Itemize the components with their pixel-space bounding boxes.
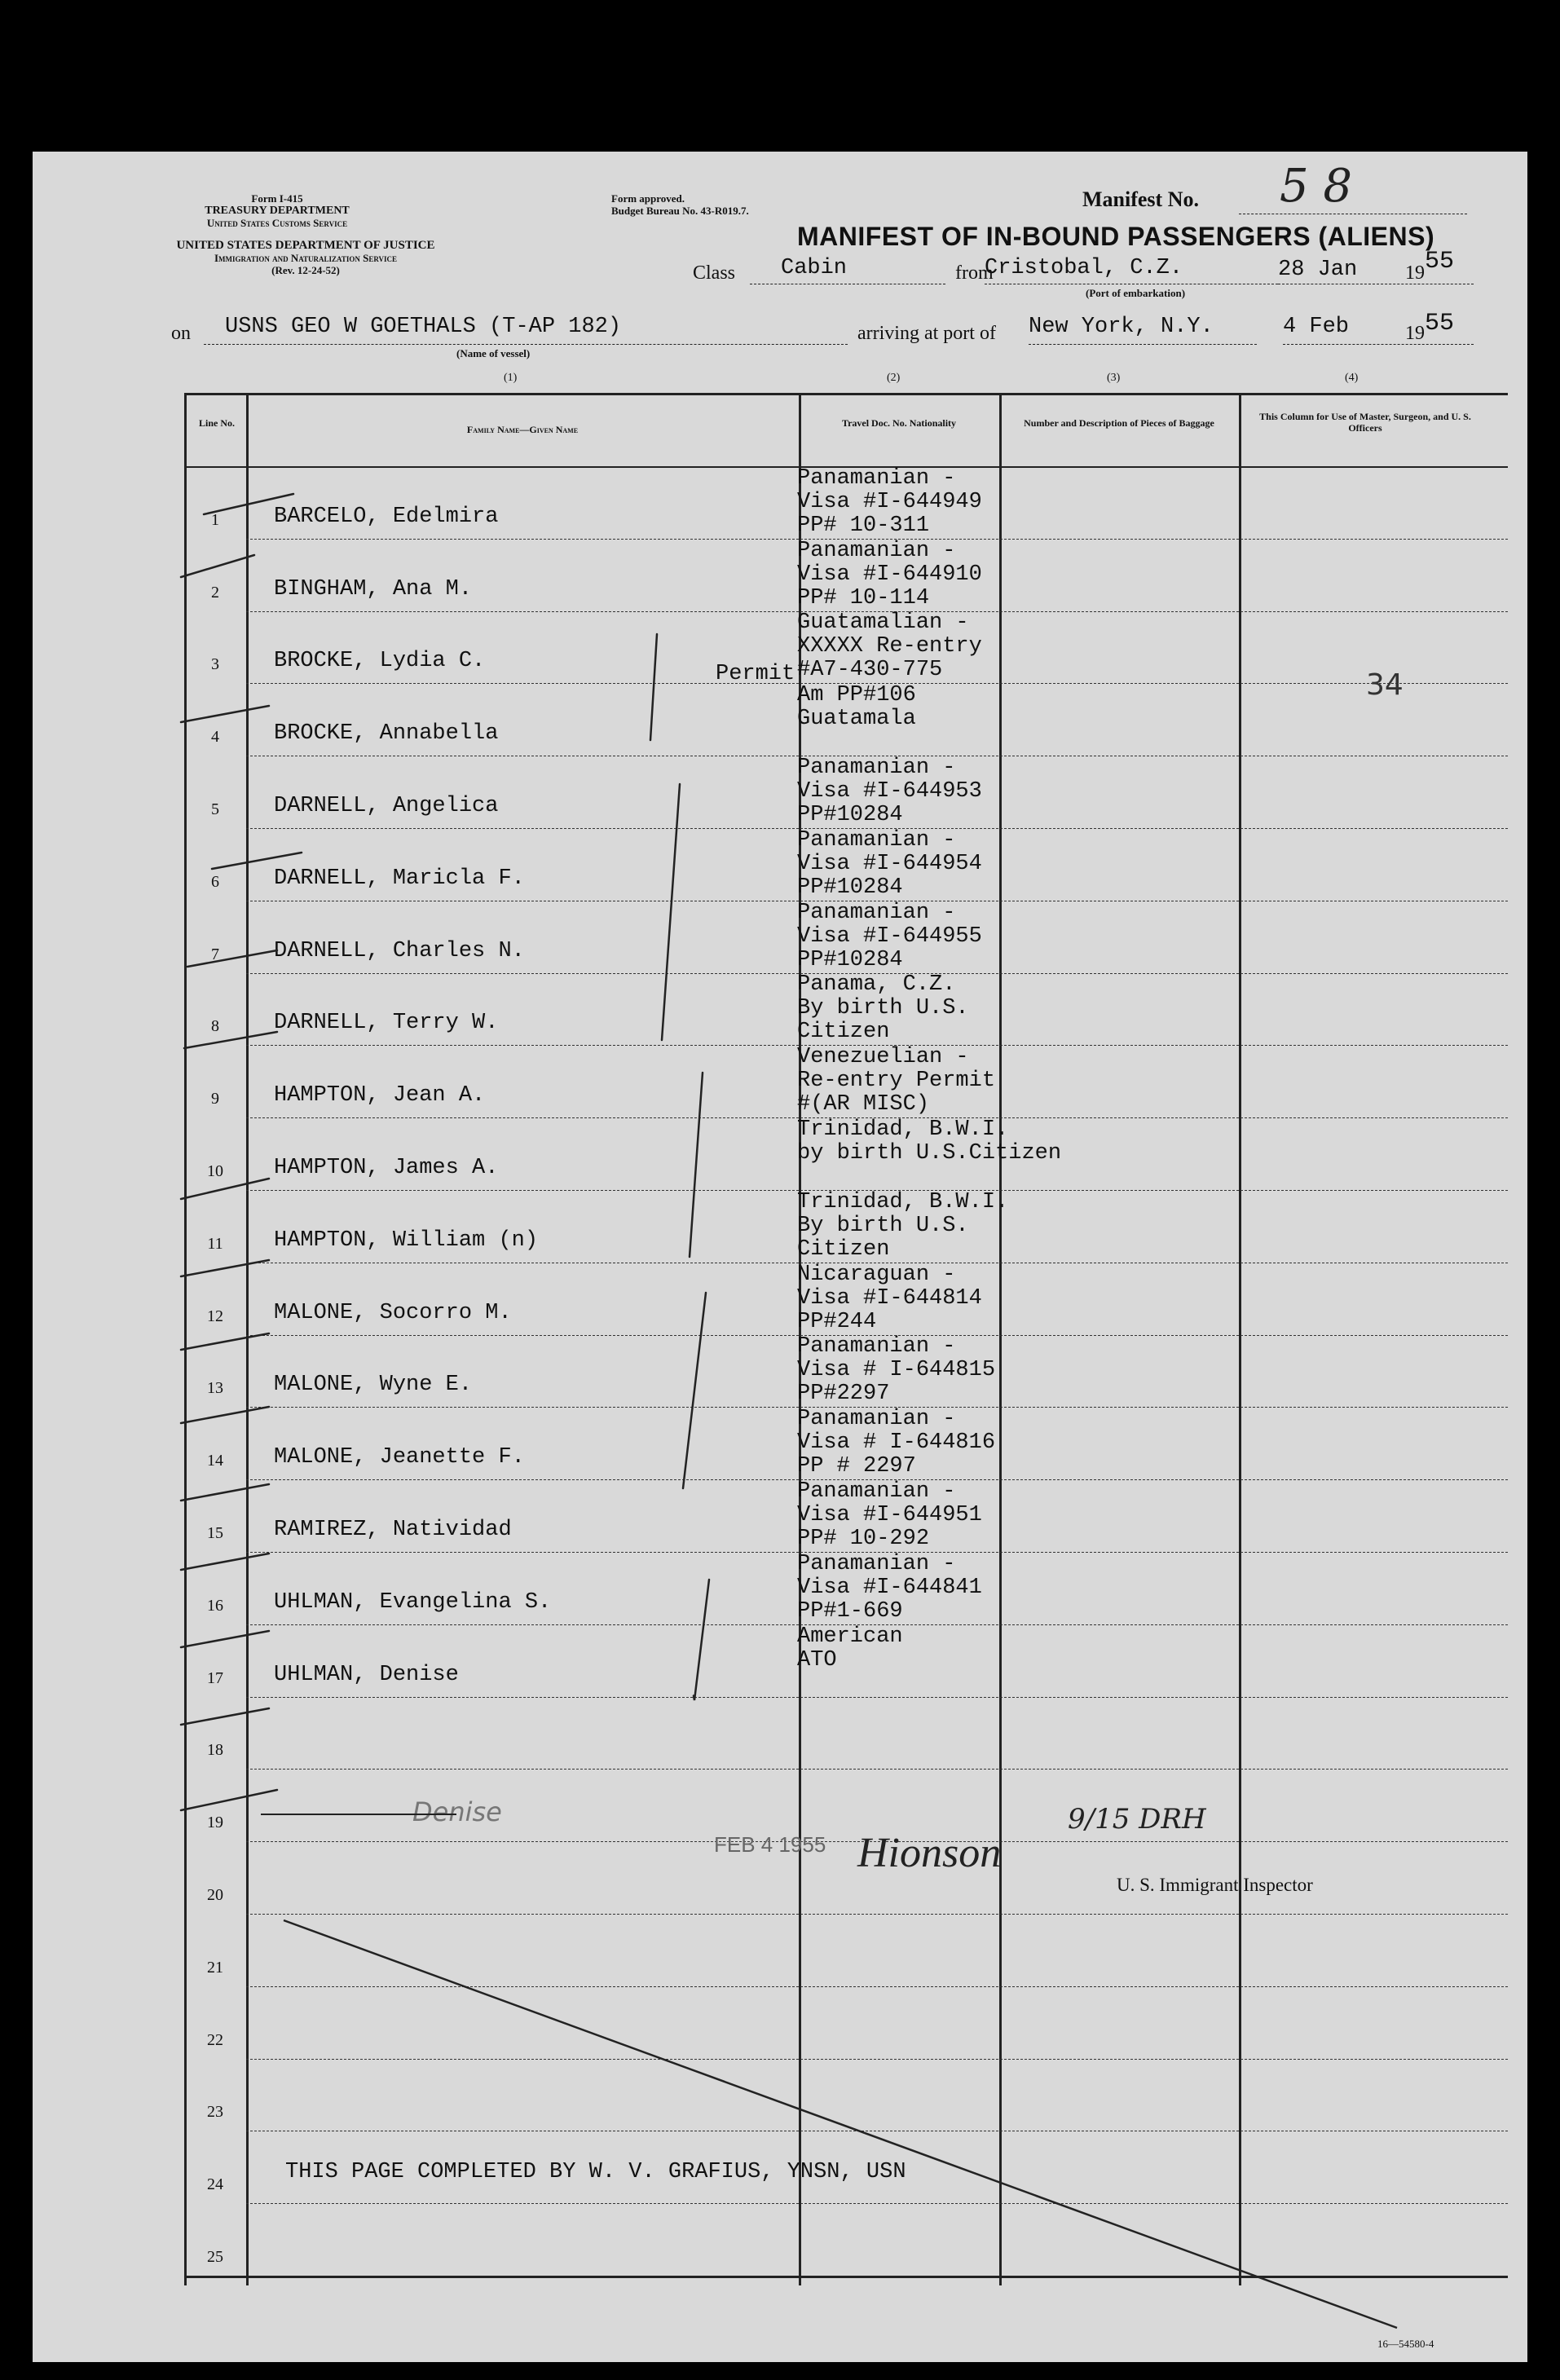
line-number: 2	[211, 583, 219, 602]
travel-doc-line: Visa #I-644955	[797, 923, 982, 949]
passenger-name: DARNELL, Angelica	[274, 794, 499, 818]
line-number: 19	[207, 1814, 223, 1832]
check-mark	[181, 1554, 269, 1570]
line-number: 18	[207, 1741, 223, 1760]
line-number: 22	[207, 2030, 223, 2049]
passenger-name: MALONE, Wyne E.	[274, 1373, 473, 1398]
passenger-name: MALONE, Jeanette F.	[274, 1445, 525, 1470]
travel-doc-line: American	[797, 1624, 903, 1649]
check-mark	[181, 1333, 269, 1350]
travel-doc-line: Visa #I-644814	[797, 1285, 982, 1311]
travel-doc-line: Re-entry Permit	[797, 1069, 996, 1094]
bracket-mark	[662, 784, 680, 1040]
col-header-baggage: Number and Description of Pieces of Baggage	[1024, 417, 1214, 429]
travel-doc-line: Trinidad, B.W.I.	[797, 1117, 1009, 1142]
travel-doc-line: Panama, C.Z.	[797, 972, 956, 998]
ins-service: Immigration and Naturalization Service	[214, 252, 398, 264]
inspector-signature: Hionson	[857, 1830, 1002, 1876]
footer-code: 16—54580-4	[1377, 2338, 1434, 2350]
permit-prefix: Permit	[716, 662, 795, 686]
line-number: 25	[207, 2248, 223, 2266]
travel-doc-line: PP# 10-311	[797, 513, 930, 538]
check-mark	[181, 1484, 269, 1501]
line-number: 7	[211, 945, 219, 963]
depart-date: 28 Jan	[1278, 258, 1358, 282]
travel-doc-line: ATO	[797, 1647, 837, 1673]
from-value: Cristobal, C.Z.	[985, 256, 1183, 280]
page-title: MANIFEST OF IN-BOUND PASSENGERS (ALIENS)	[797, 222, 1435, 251]
travel-doc-line: PP # 2297	[797, 1454, 916, 1479]
line-number: 17	[207, 1668, 223, 1687]
check-marks	[181, 494, 709, 1810]
line-number: 12	[207, 1307, 223, 1325]
arrival-port: New York, N.Y.	[1029, 315, 1214, 339]
inspector-title: U. S. Immigrant Inspector	[1117, 1875, 1313, 1895]
check-mark	[204, 494, 293, 514]
travel-doc-line: Panamanian -	[797, 827, 956, 853]
travel-doc-line: #A7-430-775	[797, 658, 943, 683]
travel-doc-line: Visa #I-644951	[797, 1503, 982, 1527]
cancel-line	[284, 1920, 1397, 2328]
travel-doc-line: PP# 10-292	[797, 1527, 930, 1551]
depart-year-prefix: 19	[1405, 262, 1425, 284]
travel-doc-line: Panamanian -	[797, 756, 956, 780]
line-number: 1	[211, 510, 219, 529]
travel-doc-line: PP# 10-114	[797, 585, 930, 610]
travel-doc-line: Trinidad, B.W.I.	[797, 1189, 1009, 1214]
travel-doc-line: #(AR MISC)	[797, 1092, 930, 1117]
passenger-name: UHLMAN, Evangelina S.	[274, 1589, 552, 1615]
col-number-3: (3)	[1107, 372, 1121, 384]
arrival-date: 4 Feb	[1283, 315, 1350, 339]
passenger-name: RAMIREZ, Natividad	[274, 1518, 512, 1542]
check-mark	[181, 1708, 269, 1725]
passenger-name: HAMPTON, James A.	[274, 1156, 499, 1180]
travel-doc-line: By birth U.S.	[797, 996, 969, 1021]
travel-doc-line: PP#10284	[797, 947, 903, 972]
line-number: 24	[207, 2175, 223, 2194]
travel-doc-line: Panamanian -	[797, 1407, 956, 1432]
bracket-mark	[694, 1580, 709, 1700]
completed-by: THIS PAGE COMPLETED BY W. V. GRAFIUS, YNSN, USN	[285, 2160, 906, 2184]
passenger-name: HAMPTON, William (n)	[274, 1227, 539, 1253]
manifest-sheet	[33, 152, 1527, 2362]
line-number: 4	[211, 728, 219, 747]
travel-doc-line: Visa #I-644953	[797, 779, 982, 804]
travel-doc-line: Panamanian -	[797, 538, 956, 563]
travel-doc-line: Visa #I-644841	[797, 1575, 982, 1600]
bracket-mark	[650, 634, 657, 740]
manifest-no-label: Manifest No.	[1082, 187, 1199, 211]
class-label: Class	[693, 262, 736, 284]
line-number: 13	[207, 1379, 223, 1398]
line-number: 15	[207, 1524, 223, 1542]
passenger-name: UHLMAN, Denise	[274, 1662, 459, 1687]
travel-doc-line: Guatamalian -	[797, 610, 969, 636]
travel-doc-line: Panamanian -	[797, 465, 956, 491]
passenger-name: BINGHAM, Ana M.	[274, 576, 473, 602]
class-value: Cabin	[781, 256, 848, 280]
manifest-no-value: 5 8	[1280, 160, 1353, 213]
line-number: 9	[211, 1090, 219, 1108]
line-number: 11	[207, 1234, 223, 1253]
depart-year: 55	[1425, 248, 1455, 275]
travel-doc-line: Am PP#106	[797, 683, 916, 708]
denise-handwritten: Denise	[412, 1796, 502, 1827]
travel-doc-line: Visa #I-644954	[797, 851, 982, 876]
passenger-name: MALONE, Socorro M.	[274, 1300, 512, 1325]
line-number: 5	[211, 800, 219, 818]
bracket-mark	[690, 1073, 703, 1257]
line-number: 23	[207, 2103, 223, 2122]
travel-doc-line: Visa # I-644816	[797, 1430, 996, 1456]
passenger-name: BARCELO, Edelmira	[274, 504, 499, 529]
travel-doc-line: PP#10284	[797, 803, 903, 827]
passenger-name: DARNELL, Terry W.	[274, 1011, 499, 1036]
travel-doc-line: Citizen	[797, 1236, 890, 1262]
travel-doc-line: by birth U.S.Citizen	[797, 1141, 1062, 1166]
passenger-name: BROCKE, Lydia C.	[274, 649, 486, 674]
inspector-initials: 9/15 DRH	[1068, 1803, 1206, 1836]
line-number: 14	[207, 1452, 223, 1470]
passenger-name: BROCKE, Annabella	[274, 721, 499, 747]
check-mark	[181, 1790, 277, 1810]
check-mark	[181, 555, 254, 577]
arrival-year-prefix: 19	[1405, 323, 1425, 344]
travel-doc-line: Visa # I-644815	[797, 1358, 996, 1383]
arriving-label: arriving at port of	[857, 323, 996, 344]
check-mark	[181, 1179, 269, 1199]
form-approved: Form approved.	[611, 192, 685, 205]
travel-doc-line: Panamanian -	[797, 900, 956, 925]
line-number: 8	[211, 1017, 219, 1036]
check-mark	[181, 706, 269, 722]
arrival-year: 55	[1425, 310, 1455, 337]
check-mark	[184, 1032, 277, 1048]
col-header-officers: This Column for Use of Master, Surgeon, and U. S. Officers	[1259, 411, 1471, 434]
port-embarkation-caption: (Port of embarkation)	[1086, 287, 1186, 299]
treasury-dept: TREASURY DEPARTMENT	[205, 205, 350, 217]
col-number-1: (1)	[504, 372, 518, 384]
on-label: on	[171, 323, 191, 344]
customs-service: United States Customs Service	[206, 217, 348, 229]
rev-date: (Rev. 12-24-52)	[271, 264, 340, 276]
travel-doc-line: XXXXX Re-entry	[797, 634, 982, 659]
travel-doc-line: Visa #I-644910	[797, 562, 982, 587]
from-label: from	[955, 262, 994, 284]
check-mark	[181, 1407, 269, 1423]
travel-doc-line: PP#244	[797, 1309, 877, 1334]
col-header-name: Family Name—Given Name	[466, 424, 579, 435]
travel-doc-line: Panamanian -	[797, 1479, 956, 1504]
passenger-name: DARNELL, Charles N.	[274, 938, 525, 963]
travel-doc-line: Guatamala	[797, 707, 916, 732]
travel-doc-line: PP#2297	[797, 1382, 890, 1407]
form-number: Form I-415	[251, 192, 303, 205]
passenger-name: DARNELL, Maricla F.	[274, 866, 525, 891]
check-mark	[212, 853, 302, 869]
pen-marks	[33, 152, 1527, 2362]
line-number: 6	[211, 872, 219, 891]
travel-doc-line: Panamanian -	[797, 1334, 956, 1360]
check-mark	[181, 1260, 269, 1276]
line-number: 10	[207, 1162, 223, 1180]
travel-doc-line: PP#1-669	[797, 1598, 903, 1624]
travel-doc-line: Venezuelian -	[797, 1045, 969, 1070]
col-number-2: (2)	[887, 372, 901, 384]
line-number: 20	[207, 1886, 223, 1904]
passenger-name: HAMPTON, Jean A.	[274, 1083, 486, 1108]
col-header-travel-doc: Travel Doc. No. Nationality	[841, 417, 957, 429]
col-number-4: (4)	[1345, 372, 1359, 384]
travel-doc-line: By birth U.S.	[797, 1213, 969, 1238]
travel-doc-line: Citizen	[797, 1020, 890, 1045]
bracket-mark	[683, 1293, 706, 1488]
justice-dept: UNITED STATES DEPARTMENT OF JUSTICE	[176, 239, 435, 252]
travel-doc-line: Nicaraguan -	[797, 1262, 956, 1287]
vessel-caption: (Name of vessel)	[456, 347, 531, 359]
officer-note: 34	[1366, 668, 1404, 702]
line-number: 21	[207, 1958, 223, 1977]
arrival-stamp: FEB 4 1955	[714, 1832, 826, 1857]
check-mark	[181, 1631, 269, 1647]
travel-doc-line: Visa #I-644949	[797, 489, 982, 514]
vessel-name: USNS GEO W GOETHALS (T-AP 182)	[225, 315, 622, 339]
col-header-line-no: Line No.	[198, 417, 235, 429]
line-number: 3	[211, 655, 219, 674]
travel-doc-line: PP#10284	[797, 875, 903, 900]
budget-bureau: Budget Bureau No. 43-R019.7.	[611, 205, 749, 217]
travel-doc-line: Panamanian -	[797, 1551, 956, 1576]
check-mark	[187, 950, 277, 967]
line-number: 16	[207, 1596, 223, 1615]
